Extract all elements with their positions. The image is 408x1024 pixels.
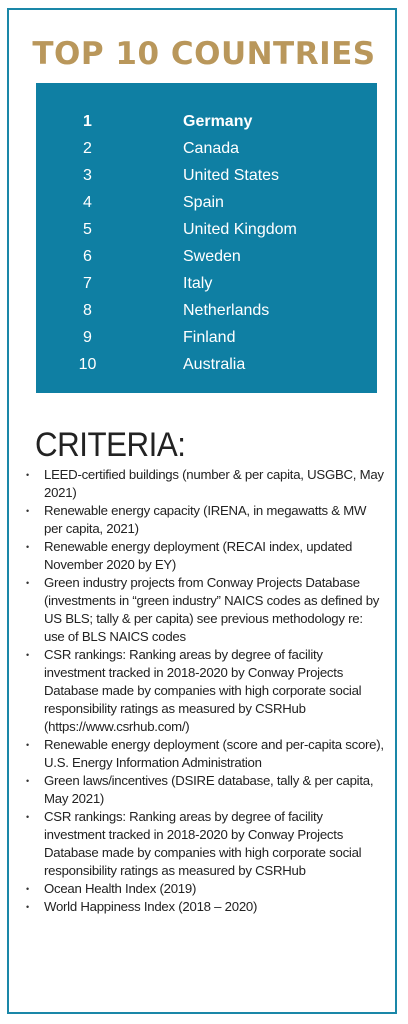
infographic-frame — [7, 8, 397, 1014]
country-name: Finland — [183, 329, 236, 346]
criteria-item — [25, 736, 385, 772]
criteria-text: Green industry projects from Conway Projects Database (investments in “green industry” NAICS codes as defined by US BLS; tally & per capita) see previous methodology re: use of BLS NAICS codes — [44, 575, 380, 644]
bullet-icon: • — [26, 902, 29, 912]
rank-number: 10 — [78, 356, 97, 373]
ranking-row — [36, 136, 377, 162]
ranking-row — [36, 298, 377, 324]
rank-number: 4 — [83, 194, 92, 211]
criteria-item — [25, 808, 385, 880]
rank-number: 7 — [83, 275, 92, 292]
bullet-icon: • — [26, 812, 29, 822]
country-name: Spain — [183, 194, 224, 211]
country-name: Sweden — [183, 248, 241, 265]
criteria-text: World Happiness Index (2018 – 2020) — [44, 899, 258, 914]
country-name: Canada — [183, 140, 240, 157]
criteria-item — [25, 574, 385, 646]
criteria-text: Renewable energy deployment (score and per-capita score), U.S. Energy Information Administration — [44, 737, 384, 770]
rankings-box — [36, 83, 377, 393]
bullet-icon: • — [26, 578, 29, 588]
criteria-heading: CRITERIA: — [35, 426, 186, 464]
page-title: TOP 10 COUNTRIES — [32, 36, 376, 72]
criteria-text: CSR rankings: Ranking areas by degree of facility investment tracked in 2018-2020 by Conway Projects Database made by companies with high corporate social responsibility ratings as measured by CSRHub (https://www.csrhub.com/) — [44, 647, 362, 734]
ranking-row — [36, 217, 377, 243]
criteria-text: LEED-certified buildings (number & per capita, USGBC, May 2021) — [44, 467, 384, 500]
ranking-row — [36, 271, 377, 297]
rank-number: 5 — [83, 221, 92, 238]
criteria-text: Green laws/incentives (DSIRE database, tally & per capita, May 2021) — [44, 773, 374, 806]
criteria-item — [25, 646, 385, 736]
criteria-list — [25, 466, 385, 916]
ranking-row — [36, 190, 377, 216]
country-name: Germany — [183, 113, 253, 130]
country-name: Netherlands — [183, 302, 270, 319]
criteria-text: CSR rankings: Ranking areas by degree of facility investment tracked in 2018-2020 by Conway Projects Database made by companies with high corporate social responsibility ratings as measured by CSRHub — [44, 809, 362, 878]
criteria-item — [25, 502, 385, 538]
ranking-row — [36, 325, 377, 351]
criteria-item — [25, 880, 385, 898]
bullet-icon: • — [26, 740, 29, 750]
criteria-item — [25, 538, 385, 574]
rank-number: 2 — [83, 140, 92, 157]
ranking-row — [36, 244, 377, 270]
rank-number: 6 — [83, 248, 92, 265]
criteria-item — [25, 898, 385, 916]
rank-number: 9 — [83, 329, 92, 346]
country-name: United States — [183, 167, 280, 184]
bullet-icon: • — [26, 884, 29, 894]
criteria-text: Renewable energy deployment (RECAI index, updated November 2020 by EY) — [44, 539, 353, 572]
country-name: United Kingdom — [183, 221, 297, 238]
country-name: Italy — [183, 275, 213, 292]
bullet-icon: • — [26, 650, 29, 660]
bullet-icon: • — [26, 542, 29, 552]
country-name: Australia — [183, 356, 246, 373]
rank-number: 3 — [83, 167, 92, 184]
rank-number: 1 — [83, 113, 92, 130]
ranking-row — [36, 352, 377, 378]
criteria-item — [25, 772, 385, 808]
rank-number: 8 — [83, 302, 92, 319]
bullet-icon: • — [26, 470, 29, 480]
criteria-item — [25, 466, 385, 502]
bullet-icon: • — [26, 776, 29, 786]
criteria-text: Ocean Health Index (2019) — [44, 881, 197, 896]
criteria-text: Renewable energy capacity (IRENA, in megawatts & MW per capita, 2021) — [44, 503, 367, 536]
bullet-icon: • — [26, 506, 29, 516]
ranking-row — [36, 163, 377, 189]
ranking-row — [36, 109, 377, 135]
